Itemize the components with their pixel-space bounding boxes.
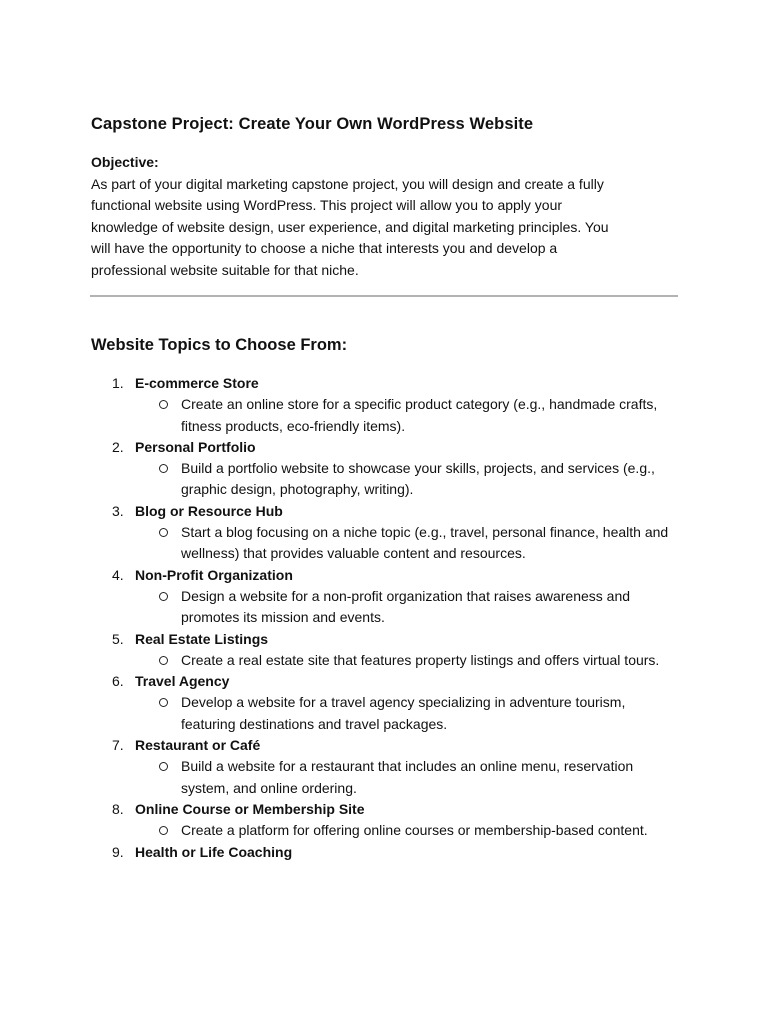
- topic-number: 5.: [112, 630, 124, 647]
- topic-item: [0, 671, 768, 735]
- topic-name: Travel Agency: [135, 673, 230, 690]
- topic-item: [0, 629, 768, 672]
- topic-description-text: Design a website for a non-profit organization that raises awareness and promotes its mission and events.: [181, 587, 631, 626]
- topic-name: Non-Profit Organization: [135, 566, 293, 583]
- topic-description-text: Create a platform for offering online courses or membership-based content.: [181, 822, 648, 839]
- topic-name: Personal Portfolio: [135, 438, 256, 455]
- topic-number: 2.: [112, 438, 124, 455]
- document-title: Capstone Project: Create Your Own WordPress Website: [91, 115, 534, 133]
- objective-line: functional website using WordPress. This project will allow you to apply your: [91, 197, 563, 213]
- topic-name: E-commerce Store: [135, 375, 259, 391]
- topic-name: Blog or Resource Hub: [135, 502, 283, 519]
- topic-number: 4.: [112, 566, 124, 583]
- topic-list: [0, 373, 768, 863]
- topic-item: [0, 437, 768, 501]
- topic-name: Restaurant or Café: [135, 737, 261, 754]
- hollow-circle-bullet-icon: [159, 400, 168, 409]
- topic-description: [135, 692, 681, 735]
- hollow-circle-bullet-icon: [159, 656, 168, 665]
- topic-description-text: Build a portfolio website to showcase your skills, projects, and services (e.g., graphic design, photography, writing).: [181, 460, 655, 498]
- topic-item: [0, 565, 768, 629]
- topic-number: 6.: [112, 673, 124, 690]
- topic-number: 1.: [112, 375, 124, 391]
- topic-item: [0, 842, 768, 863]
- objective-line: As part of your digital marketing capstone project, you will design and create a fully: [91, 175, 604, 192]
- objective-line: knowledge of website design, user experience, and digital marketing principles. You: [91, 218, 609, 235]
- topic-description-text: Start a blog focusing on a niche topic (e.g., travel, personal finance, health and wellness) that provides valuable content and resources.: [181, 524, 669, 562]
- hollow-circle-bullet-icon: [159, 698, 168, 707]
- topic-description-text: Create an online store for a specific product category (e.g., handmade crafts, fitness products, eco-friendly items).: [181, 396, 658, 434]
- objective-line: professional website suitable for that niche.: [91, 261, 359, 278]
- objective-line: will have the opportunity to choose a niche that interests you and develop a: [91, 240, 558, 256]
- topic-item: [0, 735, 768, 799]
- topic-number: 3.: [112, 502, 124, 519]
- topic-number: 7.: [112, 737, 124, 754]
- topic-description: [135, 522, 681, 565]
- hollow-circle-bullet-icon: [159, 592, 168, 601]
- topic-number: 8.: [112, 800, 124, 817]
- topic-number: 9.: [112, 843, 124, 860]
- hollow-circle-bullet-icon: [159, 826, 168, 835]
- topic-description-text: Develop a website for a travel agency specializing in adventure tourism, featuring destinations and travel packages.: [181, 694, 626, 732]
- topic-item: [0, 799, 768, 842]
- hollow-circle-bullet-icon: [159, 762, 168, 771]
- topic-description: [135, 756, 681, 799]
- hollow-circle-bullet-icon: [159, 464, 168, 473]
- topic-description: [135, 394, 681, 437]
- topic-description-text: Build a website for a restaurant that includes an online menu, reservation system, and online ordering.: [181, 758, 634, 796]
- topic-description: [135, 586, 681, 629]
- horizontal-divider: [90, 295, 678, 297]
- topic-description-text: Create a real estate site that features property listings and offers virtual tours.: [181, 651, 660, 668]
- topic-name: Real Estate Listings: [135, 630, 269, 647]
- topic-description: [135, 650, 681, 671]
- topic-description: [135, 458, 681, 501]
- topic-description: [135, 820, 681, 841]
- topic-item: [0, 373, 768, 437]
- topic-name: Health or Life Coaching: [135, 843, 293, 860]
- objective-section: [91, 152, 691, 281]
- hollow-circle-bullet-icon: [159, 528, 168, 537]
- section-title: Website Topics to Choose From:: [91, 336, 348, 354]
- objective-label: Objective:: [91, 154, 159, 170]
- topic-name: Online Course or Membership Site: [135, 800, 365, 817]
- topic-item: [0, 501, 768, 565]
